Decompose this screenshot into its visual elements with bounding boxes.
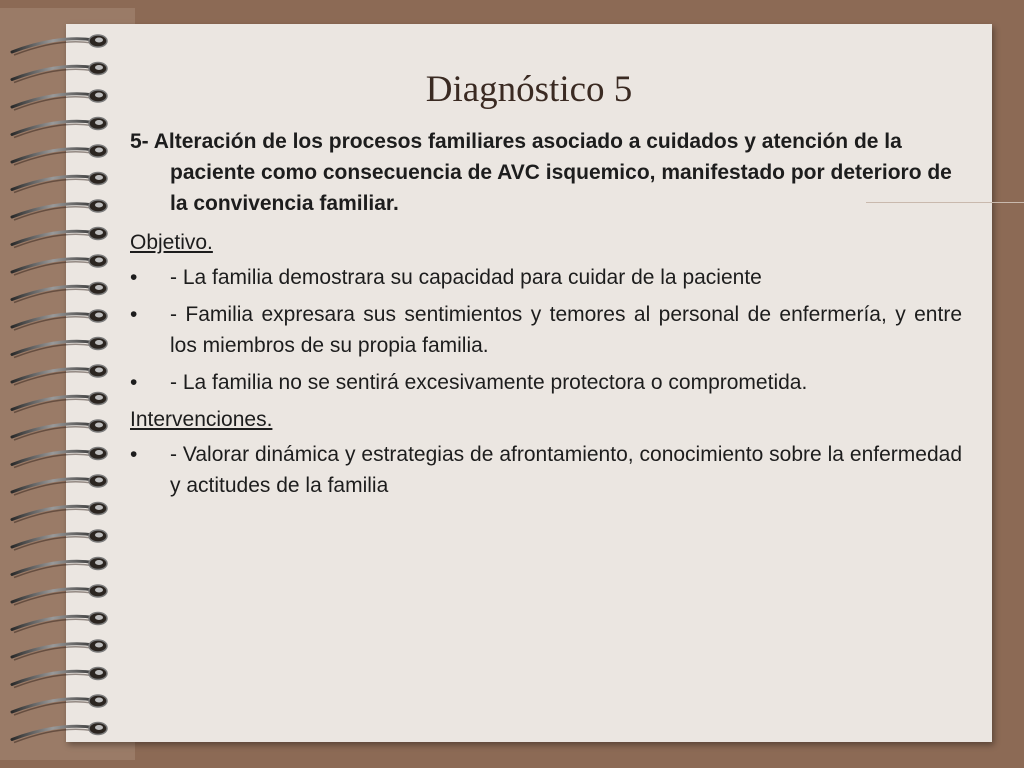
objective-text: - La familia no se sentirá excesivamente protectora o comprometida.: [170, 371, 808, 394]
spiral-coil: [12, 585, 107, 605]
spiral-coil: [12, 310, 107, 330]
spiral-coil: [12, 283, 107, 303]
spiral-coil: [12, 118, 107, 138]
slide-body: [130, 126, 962, 507]
diagnosis-statement: 5- Alteración de los procesos familiares asociado a cuidados y atención de la paciente como consecuencia de AVC isquemico, manifestado por deterioro de la convivencia familiar.: [130, 130, 952, 215]
spiral-coil: [12, 173, 107, 193]
spiral-coil: [12, 695, 107, 715]
spiral-coil: [12, 613, 107, 633]
slide-title: Diagnóstico 5: [425, 69, 633, 110]
objective-text: - Familia expresara sus sentimientos y temores al personal de enfermería, y entre los miembros de su propia familia.: [170, 303, 962, 357]
spiral-coil: [12, 420, 107, 440]
spiral-coil: [12, 448, 107, 468]
objective-item: [130, 299, 962, 361]
spiral-coil: [12, 145, 107, 165]
intervention-text: - Valorar dinámica y estrategias de afrontamiento, conocimiento sobre la enfermedad y actitudes de la familia: [170, 443, 962, 497]
objective-item: [130, 367, 962, 398]
spiral-coil: [12, 558, 107, 578]
spiral-coil: [12, 640, 107, 660]
spiral-coil: [12, 200, 107, 220]
spiral-coil: [12, 35, 107, 55]
spiral-coil: [12, 393, 107, 413]
spiral-coil: [12, 365, 107, 385]
objective-text: - La familia demostrara su capacidad para cuidar de la paciente: [170, 266, 762, 289]
intervention-item: [130, 439, 962, 501]
spiral-coil: [12, 228, 107, 248]
interventions-heading: Intervenciones.: [130, 408, 273, 431]
spiral-coil: [12, 475, 107, 495]
spiral-coil: [12, 530, 107, 550]
objective-item: [130, 262, 962, 293]
bullet-icon: •: [130, 371, 138, 394]
bullet-icon: •: [130, 266, 138, 289]
spiral-binding-icon: [8, 28, 118, 744]
bullet-icon: •: [130, 303, 138, 326]
spiral-coil: [12, 723, 107, 743]
spiral-coil: [12, 503, 107, 523]
bullet-icon: •: [130, 443, 138, 466]
objective-heading: Objetivo.: [130, 231, 213, 254]
spiral-coil: [12, 255, 107, 275]
spiral-coil: [12, 668, 107, 688]
spiral-coil: [12, 338, 107, 358]
